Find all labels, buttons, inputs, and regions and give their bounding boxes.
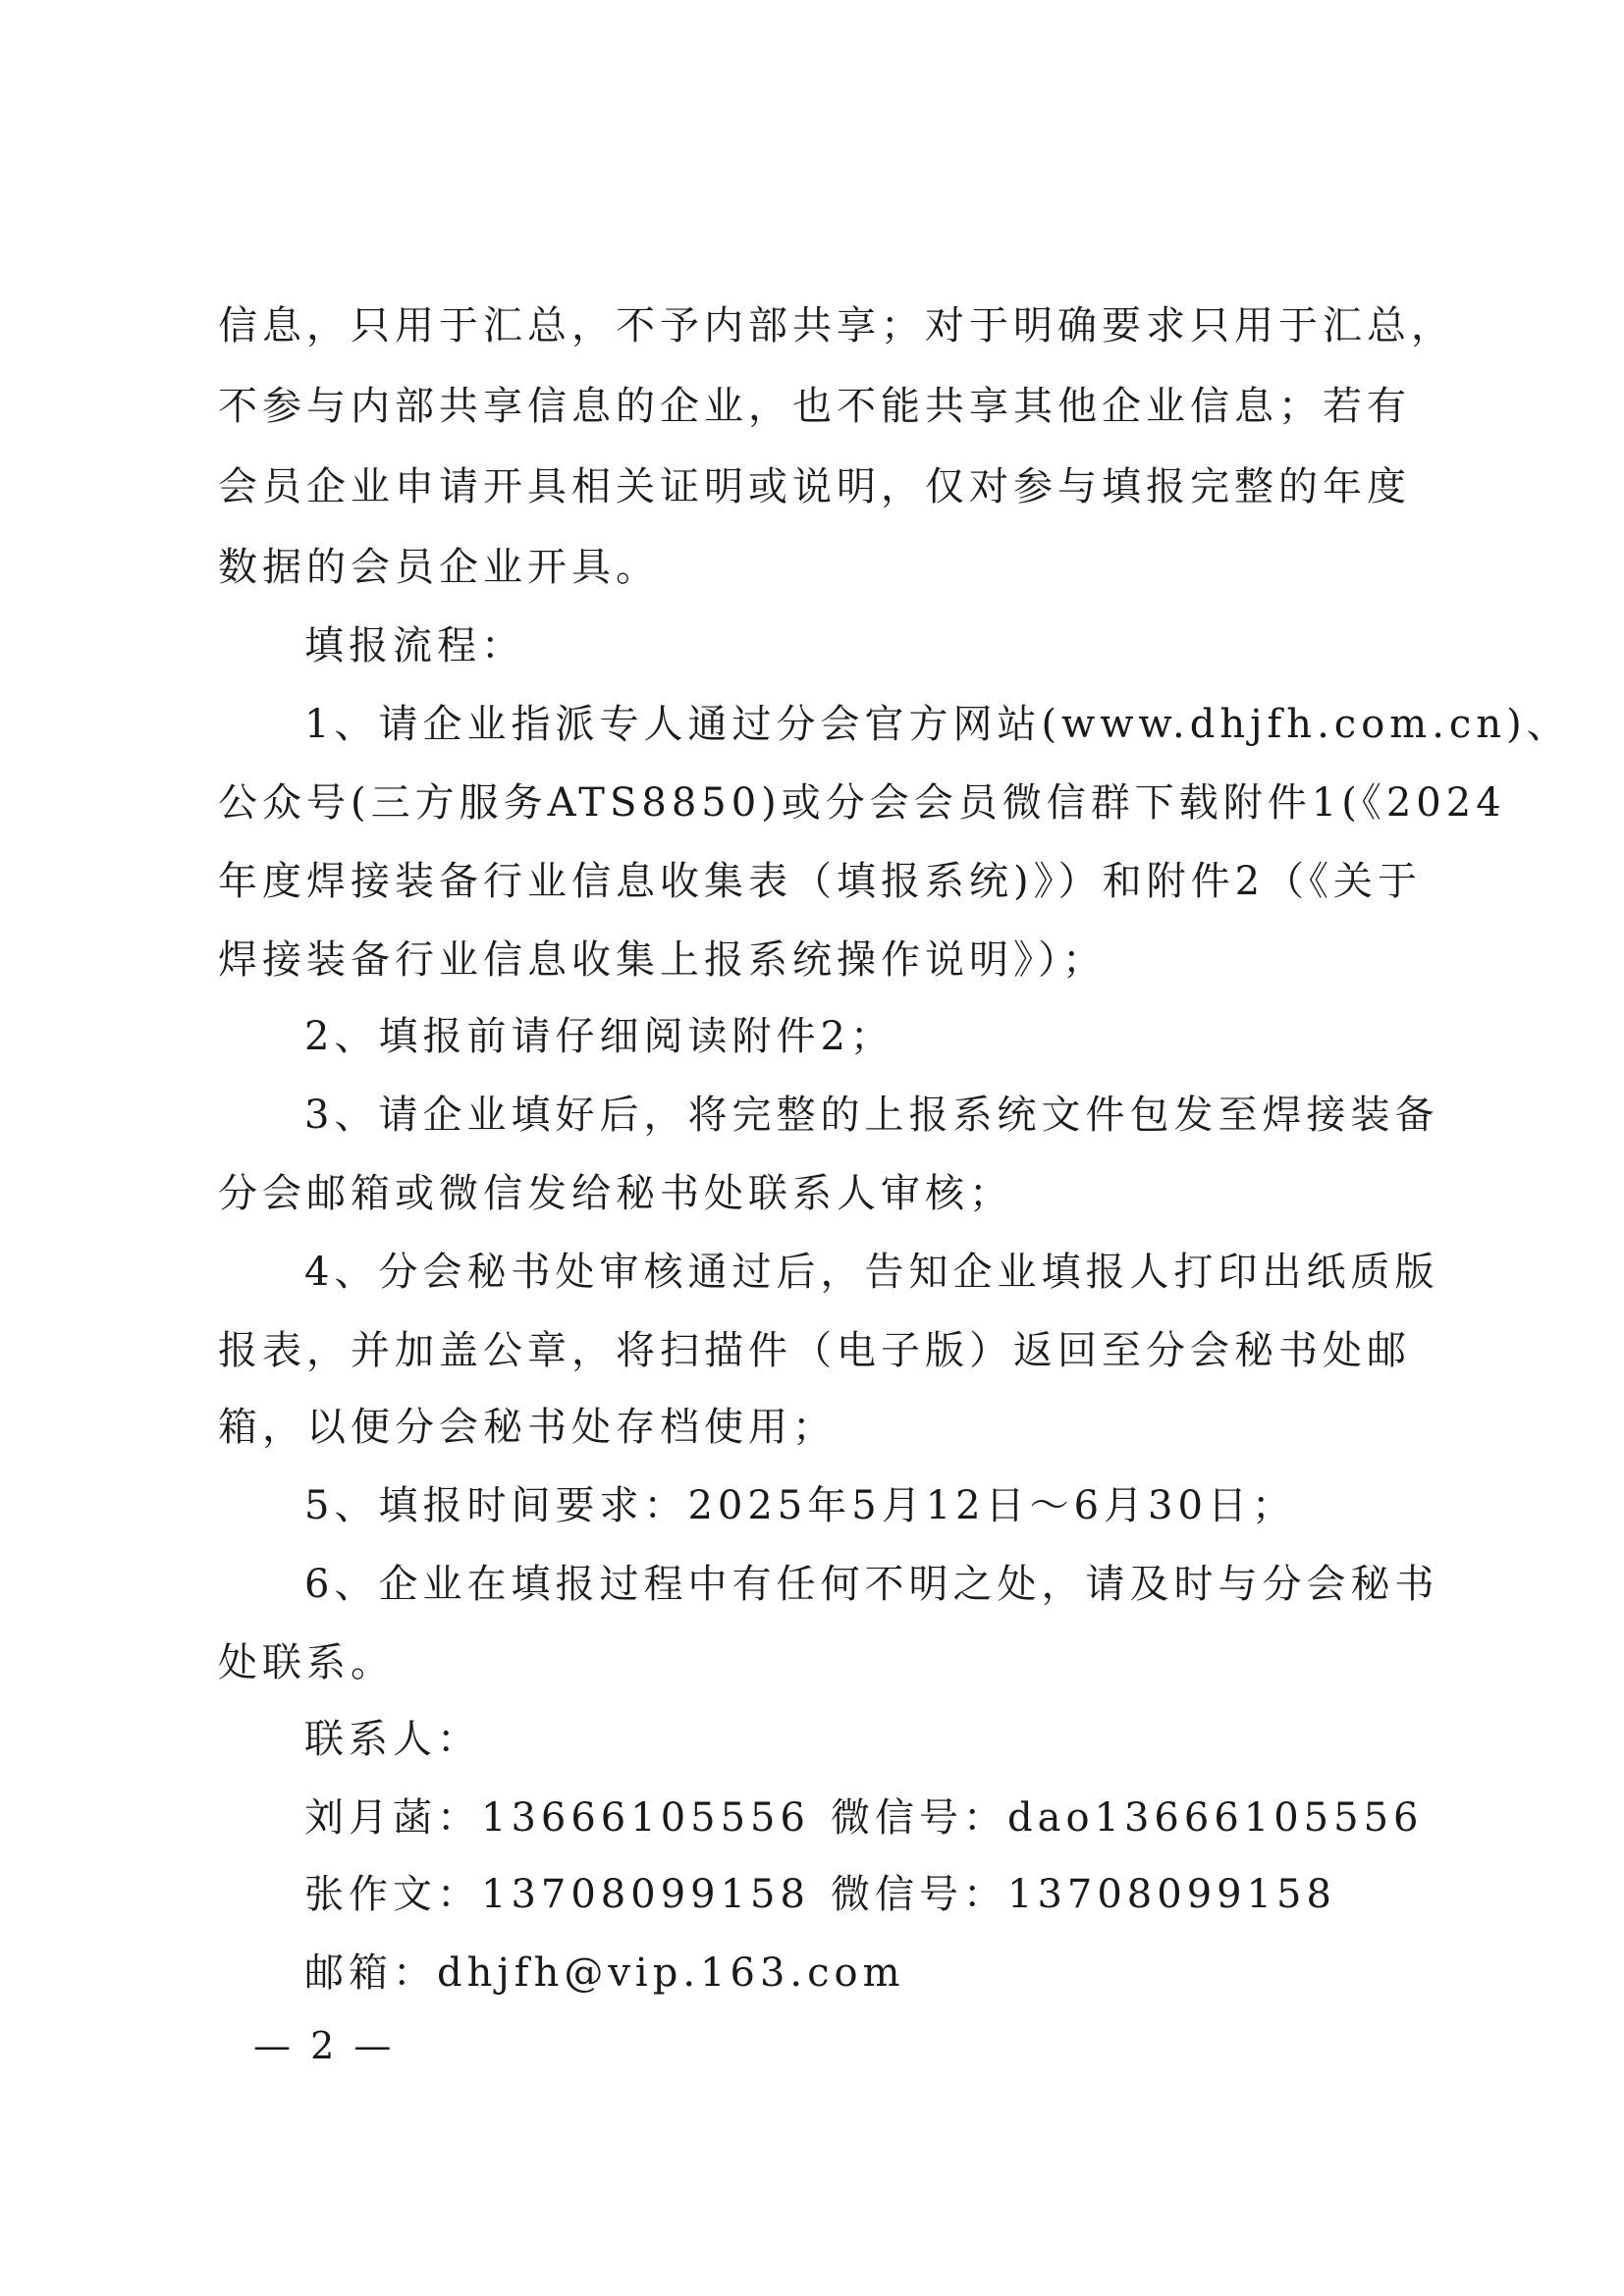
step-1-line: 公众号(三方服务ATS8850)或分会会员微信群下载附件1(《2024 xyxy=(218,780,1506,826)
step-1-line: 焊接装备行业信息收集上报系统操作说明》）； xyxy=(218,937,1107,983)
step-1-line: 年度焊接装备行业信息收集表（填报系统)》）和附件2（《关于 xyxy=(218,859,1423,904)
contact-2-phone: 张作文：13708099158 xyxy=(304,1872,810,1917)
contact-email: 邮箱：dhjfh@vip.163.com xyxy=(304,1950,905,1996)
step-2-line: 2、填报前请仔细阅读附件2； xyxy=(304,1014,894,1059)
paragraph-line: 信息，只用于汇总，不予内部共享；对于明确要求只用于汇总， xyxy=(218,303,1455,348)
contact-2-wechat: 微信号：13708099158 xyxy=(831,1872,1336,1917)
page-number: — 2 — xyxy=(253,2024,396,2067)
paragraph-line: 会员企业申请开具相关证明或说明，仅对参与填报完整的年度 xyxy=(218,464,1411,509)
step-4-line: 4、分会秘书处审核通过后，告知企业填报人打印出纸质版 xyxy=(304,1250,1439,1295)
contacts-heading: 联系人： xyxy=(304,1717,481,1762)
step-4-line: 报表，并加盖公章，将扫描件（电子版）返回至分会秘书处邮 xyxy=(218,1328,1411,1373)
contact-1-phone: 刘月菡：13666105556 xyxy=(304,1795,810,1841)
step-3-line: 3、请企业填好后，将完整的上报系统文件包发至焊接装备 xyxy=(304,1093,1439,1138)
step-4-line: 箱，以便分会秘书处存档使用； xyxy=(218,1405,837,1450)
step-6-line: 处联系。 xyxy=(218,1640,395,1685)
paragraph-line: 不参与内部共享信息的企业，也不能共享其他企业信息；若有 xyxy=(218,384,1411,429)
step-3-line: 分会邮箱或微信发给秘书处联系人审核； xyxy=(218,1171,1013,1216)
step-1-line: 1、请企业指派专人通过分会官方网站(www.dhjfh.com.cn)、 xyxy=(304,702,1571,747)
paragraph-line: 数据的会员企业开具。 xyxy=(218,545,660,590)
process-heading: 填报流程： xyxy=(304,623,525,668)
step-5-line: 5、填报时间要求：2025年5月12日～6月30日； xyxy=(304,1483,1296,1528)
contact-1-wechat: 微信号：dao13666105556 xyxy=(831,1795,1424,1841)
step-6-line: 6、企业在填报过程中有任何不明之处，请及时与分会秘书 xyxy=(304,1562,1439,1607)
